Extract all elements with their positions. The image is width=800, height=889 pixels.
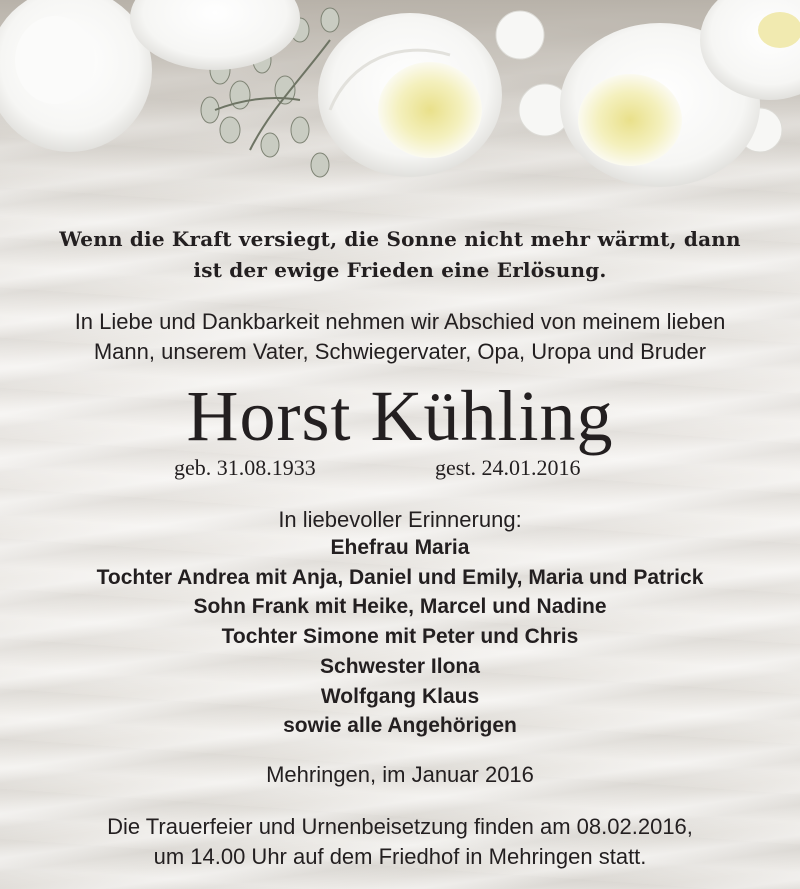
mourner-line: Schwester Ilona: [320, 654, 480, 678]
mourners-list: [0, 533, 800, 741]
mourner-line: Wolfgang Klaus: [320, 684, 480, 708]
motto-line-1: Wenn die Kraft versiegt, die Sonne nicht mehr wärmt, dann: [59, 227, 741, 251]
death-date: gest. 24.01.2016: [435, 455, 581, 480]
mourner-line: Tochter Andrea mit Anja, Daniel und Emily, Maria und Patrick: [96, 565, 704, 589]
mourner-line: Tochter Simone mit Peter und Chris: [221, 625, 579, 649]
funeral-line-2: um 14.00 Uhr auf dem Friedhof in Mehringen statt.: [153, 844, 647, 869]
mourner-line: Sohn Frank mit Heike, Marcel und Nadine: [193, 595, 607, 619]
intro-line-2: Mann, unserem Vater, Schwiegervater, Opa, Uropa und Bruder: [93, 339, 707, 364]
motto-quote: [0, 224, 800, 286]
deceased-name: Horst Kühling: [186, 376, 614, 456]
mourner-line: sowie alle Angehörigen: [283, 714, 517, 738]
place-and-date: Mehringen, im Januar 2016: [266, 762, 534, 787]
funeral-line-1: Die Trauerfeier und Urnenbeisetzung finden am 08.02.2016,: [107, 814, 693, 839]
intro-text: [0, 307, 800, 367]
intro-line-1: In Liebe und Dankbarkeit nehmen wir Abschied von meinem lieben: [74, 309, 726, 334]
birth-date: geb. 31.08.1933: [174, 455, 316, 480]
funeral-info: [0, 812, 800, 872]
motto-line-2: ist der ewige Frieden eine Erlösung.: [193, 258, 607, 282]
mourner-line: Ehefrau Maria: [330, 536, 470, 559]
memory-label: In liebevoller Erinnerung:: [278, 507, 522, 532]
